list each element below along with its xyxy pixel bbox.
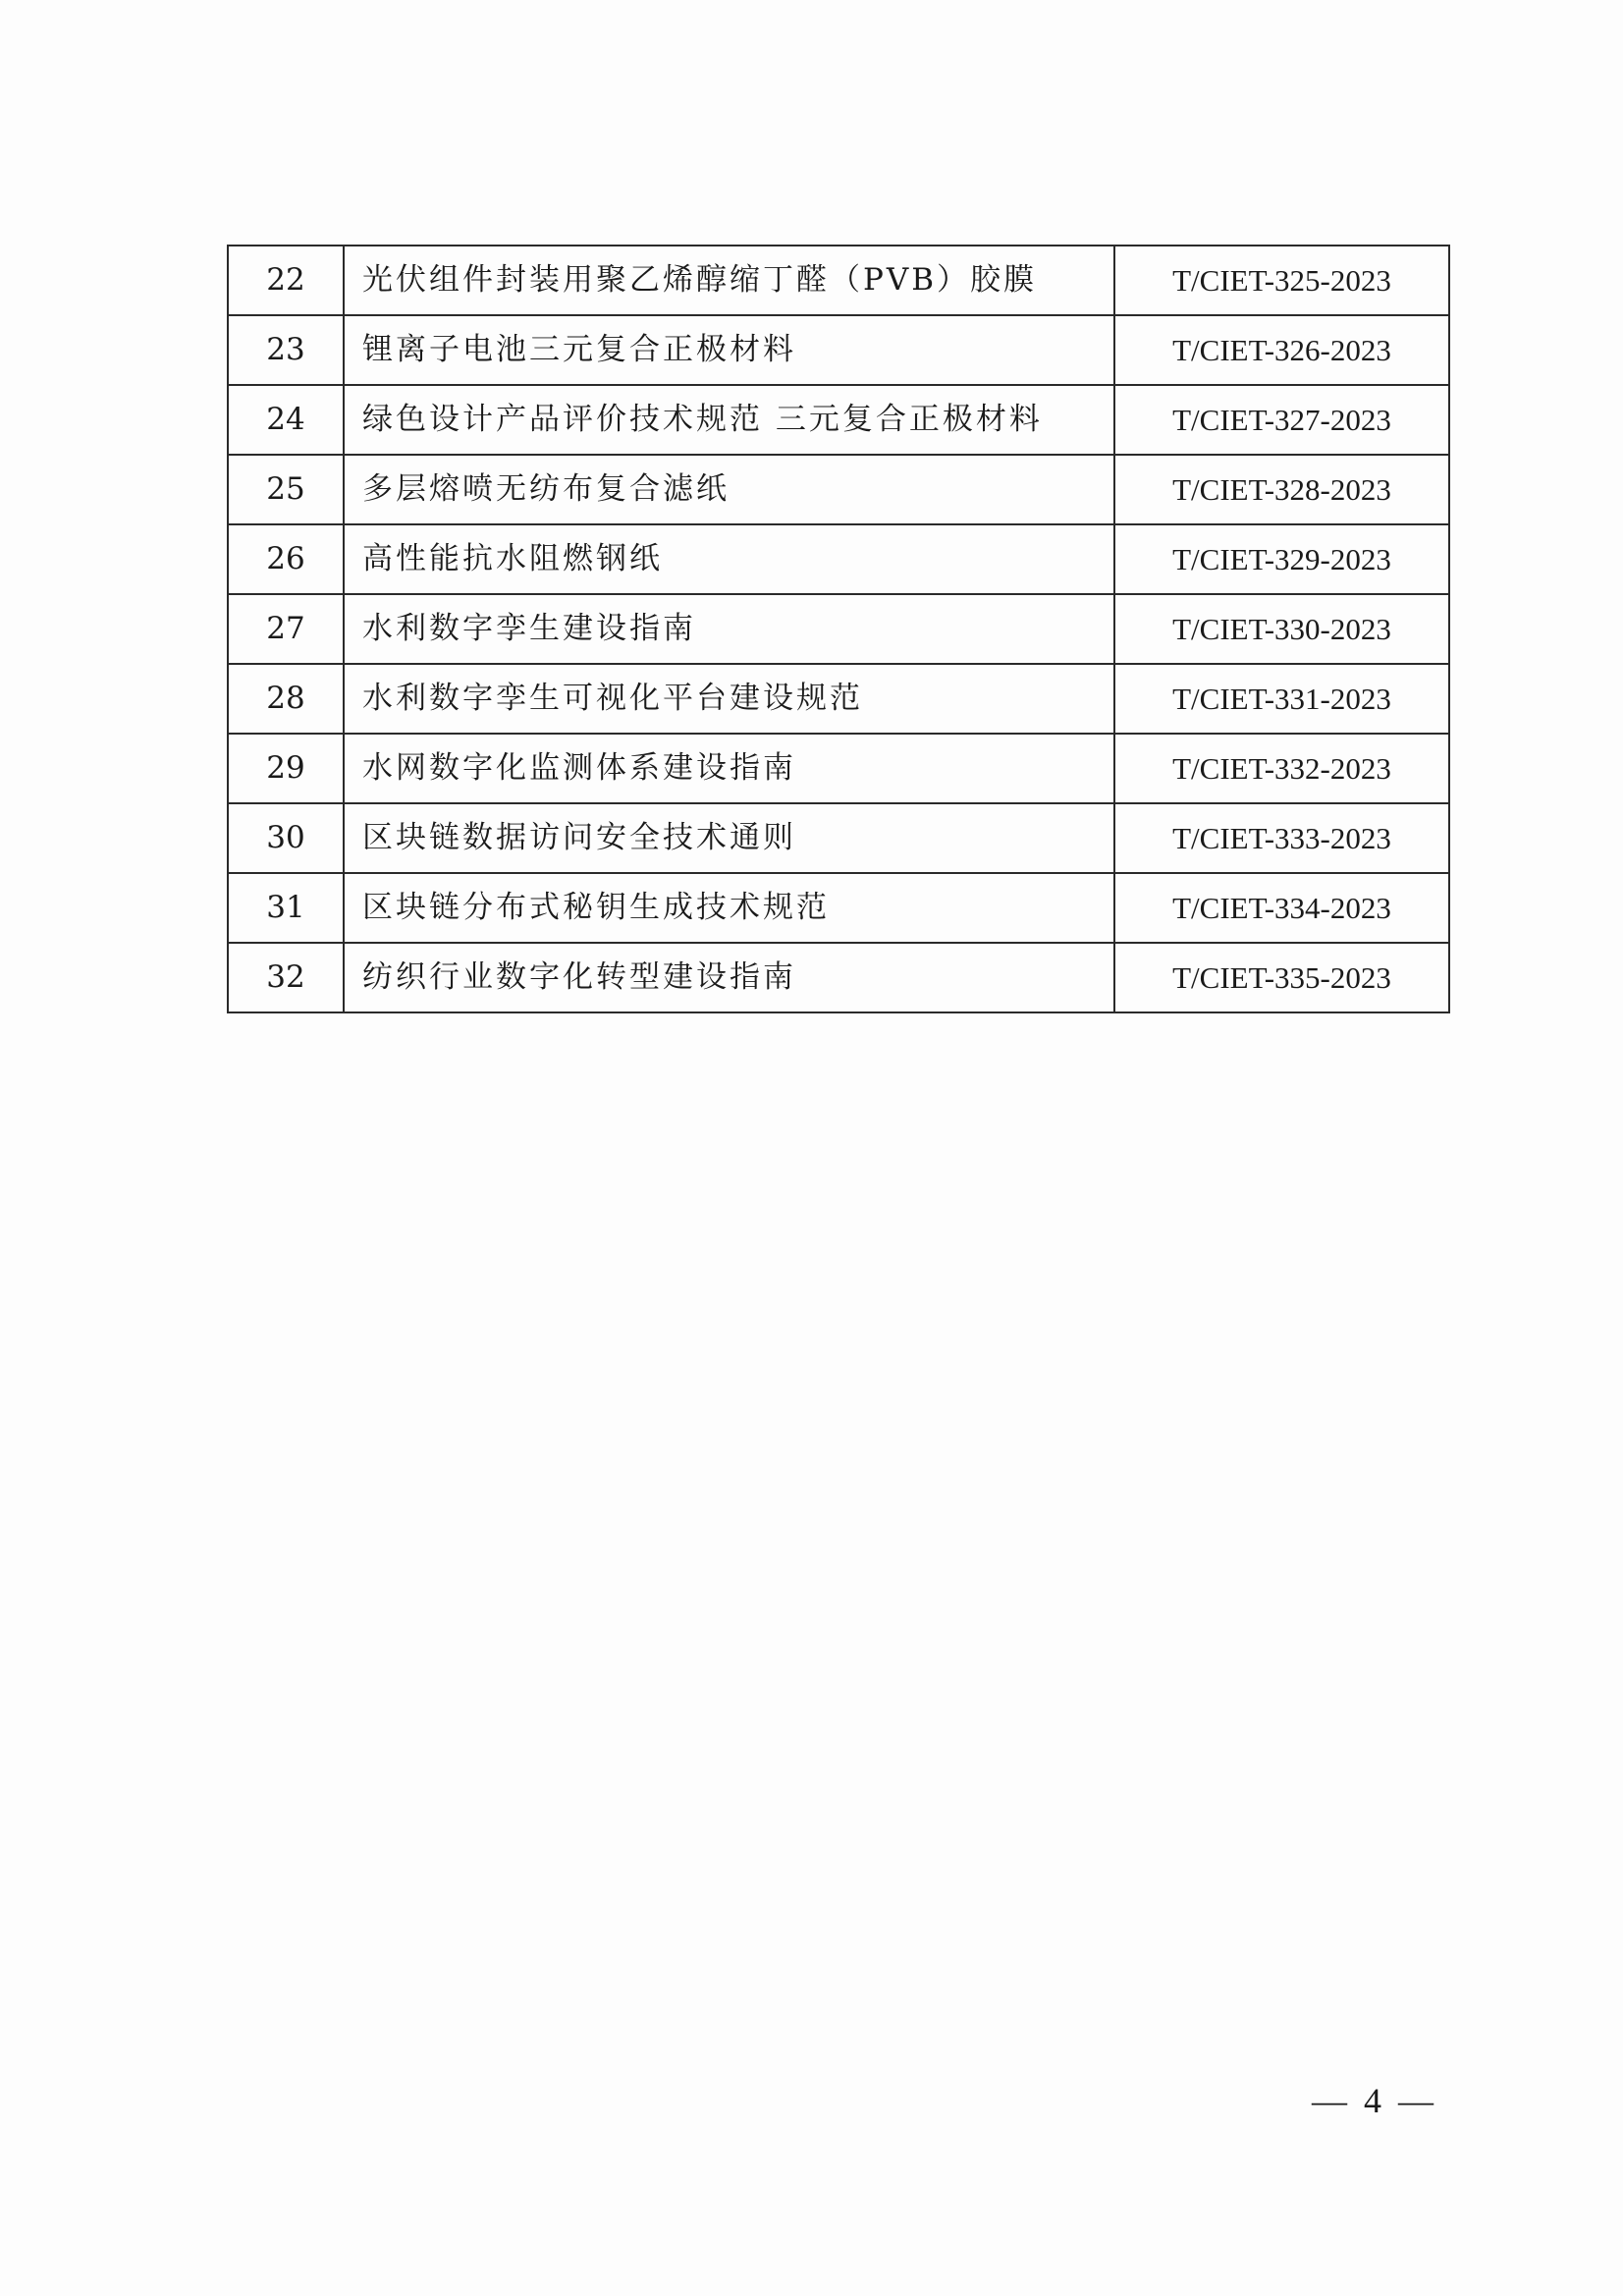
table-row [228,315,1449,385]
standard-code: T/CIET-332-2023 [1114,734,1449,803]
standard-name: 纺织行业数字化转型建设指南 [344,943,1114,1012]
standard-name: 区块链分布式秘钥生成技术规范 [344,873,1114,943]
row-number: 31 [228,873,344,943]
standard-name: 区块链数据访问安全技术通则 [344,803,1114,873]
standard-code: T/CIET-328-2023 [1114,455,1449,524]
table-row [228,873,1449,943]
row-number: 22 [228,246,344,315]
row-number: 23 [228,315,344,385]
row-number: 24 [228,385,344,455]
row-number: 28 [228,664,344,734]
standard-name: 多层熔喷无纺布复合滤纸 [344,455,1114,524]
standard-name: 水利数字孪生可视化平台建设规范 [344,664,1114,734]
row-number: 29 [228,734,344,803]
standards-table-body [228,246,1449,1012]
standard-code: T/CIET-333-2023 [1114,803,1449,873]
standard-code: T/CIET-334-2023 [1114,873,1449,943]
table-row [228,524,1449,594]
table-row [228,246,1449,315]
table-row [228,664,1449,734]
table-row [228,385,1449,455]
standard-code: T/CIET-330-2023 [1114,594,1449,664]
standards-table [227,245,1450,1013]
table-row [228,943,1449,1012]
table-row [228,455,1449,524]
row-number: 27 [228,594,344,664]
standard-name: 锂离子电池三元复合正极材料 [344,315,1114,385]
row-number: 25 [228,455,344,524]
table-row [228,734,1449,803]
table-row [228,594,1449,664]
standard-code: T/CIET-325-2023 [1114,246,1449,315]
table-row [228,803,1449,873]
standard-name: 水利数字孪生建设指南 [344,594,1114,664]
standard-name: 水网数字化监测体系建设指南 [344,734,1114,803]
standard-code: T/CIET-335-2023 [1114,943,1449,1012]
standard-name: 光伏组件封装用聚乙烯醇缩丁醛（PVB）胶膜 [344,246,1114,315]
standard-name: 绿色设计产品评价技术规范 三元复合正极材料 [344,385,1114,455]
row-number: 26 [228,524,344,594]
row-number: 32 [228,943,344,1012]
standard-code: T/CIET-327-2023 [1114,385,1449,455]
standard-code: T/CIET-331-2023 [1114,664,1449,734]
standard-name: 高性能抗水阻燃钢纸 [344,524,1114,594]
standard-code: T/CIET-329-2023 [1114,524,1449,594]
page-number: — 4 — [1312,2081,1437,2120]
standard-code: T/CIET-326-2023 [1114,315,1449,385]
row-number: 30 [228,803,344,873]
